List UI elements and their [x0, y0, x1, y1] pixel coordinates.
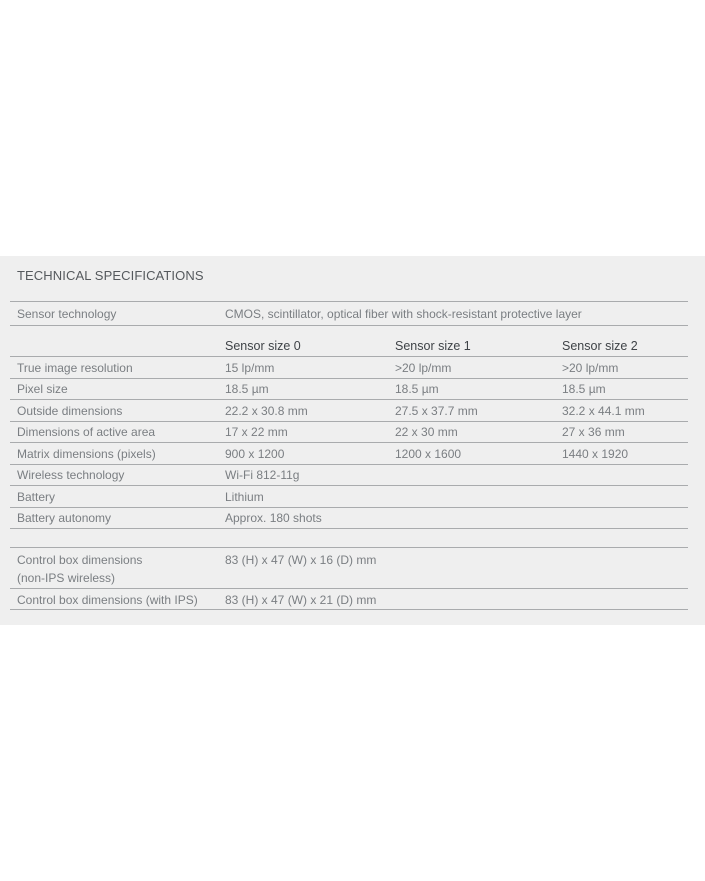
- divider: [10, 588, 688, 589]
- divider: [10, 356, 688, 357]
- divider: [10, 609, 688, 610]
- divider: [10, 547, 688, 548]
- divider: [10, 528, 688, 529]
- divider: [10, 399, 688, 400]
- spec-value: 27.5 x 37.7 mm: [395, 404, 478, 418]
- divider: [10, 464, 688, 465]
- divider: [10, 301, 688, 302]
- spec-value: 1440 x 1920: [562, 447, 629, 461]
- spec-value: Wi-Fi 812-11g: [225, 468, 300, 482]
- spec-label: Matrix dimensions (pixels): [17, 447, 156, 461]
- spec-value: 17 x 22 mm: [225, 425, 288, 439]
- spec-value: Approx. 180 shots: [225, 511, 322, 525]
- divider: [10, 421, 688, 422]
- spec-value: 27 x 36 mm: [562, 425, 625, 439]
- spec-label: Wireless technology: [17, 468, 125, 482]
- spec-value: >20 lp/mm: [562, 361, 619, 375]
- spec-label: Sensor technology: [17, 307, 117, 321]
- spec-label: True image resolution: [17, 361, 133, 375]
- spec-label: Outside dimensions: [17, 404, 123, 418]
- spec-label: Control box dimensions: [17, 553, 143, 567]
- divider: [10, 485, 688, 486]
- spec-value: 900 x 1200: [225, 447, 285, 461]
- spec-value: CMOS, scintillator, optical fiber with shock-resistant protective layer: [225, 307, 582, 321]
- spec-label: (non-IPS wireless): [17, 571, 116, 585]
- spec-value: 83 (H) x 47 (W) x 21 (D) mm: [225, 593, 377, 607]
- divider: [10, 507, 688, 508]
- spec-value: 18.5 µm: [225, 382, 269, 396]
- spec-value: Lithium: [225, 490, 264, 504]
- column-header: Sensor size 0: [225, 339, 301, 353]
- page-title: TECHNICAL SPECIFICATIONS: [17, 268, 204, 283]
- spec-value: >20 lp/mm: [395, 361, 452, 375]
- spec-label: Dimensions of active area: [17, 425, 156, 439]
- spec-value: 22 x 30 mm: [395, 425, 458, 439]
- divider: [10, 378, 688, 379]
- divider: [10, 442, 688, 443]
- spec-value: 83 (H) x 47 (W) x 16 (D) mm: [225, 553, 377, 567]
- column-header: Sensor size 1: [395, 339, 471, 353]
- spec-label: Pixel size: [17, 382, 68, 396]
- spec-value: 22.2 x 30.8 mm: [225, 404, 308, 418]
- spec-value: 18.5 µm: [395, 382, 439, 396]
- column-header: Sensor size 2: [562, 339, 638, 353]
- spec-value: 18.5 µm: [562, 382, 606, 396]
- spec-value: 15 lp/mm: [225, 361, 275, 375]
- spec-value: 1200 x 1600: [395, 447, 462, 461]
- divider: [10, 325, 688, 326]
- spec-label: Control box dimensions (with IPS): [17, 593, 198, 607]
- spec-value: 32.2 x 44.1 mm: [562, 404, 645, 418]
- spec-label: Battery autonomy: [17, 511, 112, 525]
- spec-label: Battery: [17, 490, 56, 504]
